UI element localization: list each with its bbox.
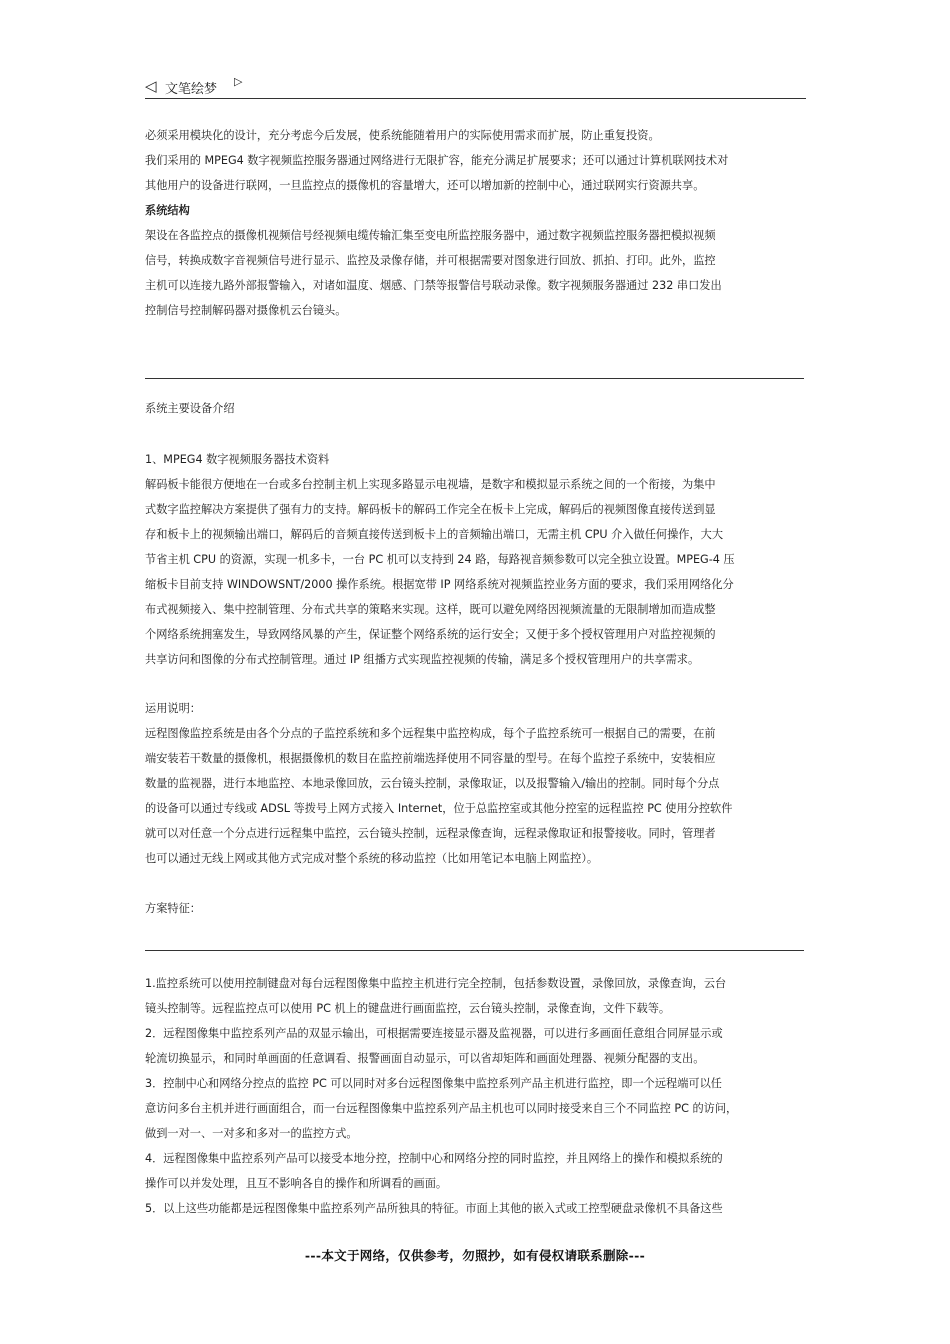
text-line: 解码板卡能很方便地在一台或多台控制主机上实现多路显示电视墙，是数字和模拟显示系统之间的一个衔接，为集中 — [145, 478, 716, 491]
text-line: 4．远程图像集中监控系列产品可以接受本地分控，控制中心和网络分控的同时监控，并且网络上的操作和模拟系统的 — [145, 1152, 723, 1165]
text-line: 就可以对任意一个分点进行远程集中监控，云台镜头控制，远程录像查询，远程录像取证和报警接收。同时，管理者 — [145, 827, 716, 840]
divider — [145, 950, 804, 951]
text-line: 架设在各监控点的摄像机视频信号经视频电缆传输汇集至变电所监控服务器中，通过数字视频监控服务器把模拟视频 — [145, 229, 716, 242]
text-line: 镜头控制等。远程监控点可以使用 PC 机上的键盘进行画面监控，云台镜头控制，录像查询，文件下载等。 — [145, 1002, 671, 1015]
triangle-left-icon: ◁ — [145, 77, 157, 95]
text-line: 意访问多台主机并进行画面组合，而一台远程图像集中监控系列产品主机也可以同时接受来自三个不同监控 PC 的访问， — [145, 1102, 738, 1115]
text-line: 布式视频接入、集中控制管理、分布式共享的策略来实现。这样，既可以避免网络因视频流量的无限制增加而造成整 — [145, 603, 716, 616]
text-line: 控制信号控制解码器对摄像机云台镜头。 — [145, 304, 347, 317]
text-line: 信号，转换成数字音视频信号进行显示、监控及录像存储，并可根据需要对图象进行回放、抓拍、打印。此外，监控 — [145, 254, 716, 267]
text-line: 共享访问和图像的分布式控制管理。通过 IP 组播方式实现监控视频的传输，满足多个授权管理用户的共享需求。 — [145, 653, 700, 666]
footer-notice: ---本文于网络，仅供参考，勿照抄，如有侵权请联系删除--- — [304, 1248, 646, 1263]
text-line: 3．控制中心和网络分控点的监控 PC 可以同时对多台远程图像集中监控系列产品主机进行监控，即一个远程端可以任 — [145, 1077, 722, 1090]
text-line: 操作可以并发处理，且互不影响各自的操作和所调看的画面。 — [145, 1177, 448, 1190]
text-line: 的设备可以通过专线或 ADSL 等拨号上网方式接入 Internet，位于总监控室或其他分控室的远程监控 PC 使用分控软件 — [145, 802, 733, 815]
page-header — [145, 74, 806, 99]
text-line: 节省主机 CPU 的资源，实现一机多卡，一台 PC 机可以支持到 24 路，每路视音频参数可以完全独立设置。MPEG-4 压 — [145, 553, 735, 566]
text-line: 2．远程图像集中监控系列产品的双显示输出，可根据需要连接显示器及监视器，可以进行多画面任意组合同屏显示或 — [145, 1027, 723, 1040]
divider — [145, 378, 804, 379]
section-heading: 系统主要设备介绍 — [145, 402, 235, 415]
text-line: 个网络系统拥塞发生，导致网络风暴的产生，保证整个网络系统的运行安全；又便于多个授权管理用户对监控视频的 — [145, 628, 716, 641]
section-heading: 系统结构 — [145, 204, 190, 217]
text-line: 式数字监控解决方案提供了强有力的支持。解码板卡的解码工作完全在板卡上完成，解码后的视频图像直接传送到显 — [145, 503, 716, 516]
brand-name: 文笔绘梦 — [165, 82, 218, 97]
text-line: 远程图像监控系统是由各个分点的子监控系统和多个远程集中监控构成，每个子监控系统可一根据自己的需要，在前 — [145, 727, 716, 740]
text-line: 做到一对一、一对多和多对一的监控方式。 — [145, 1127, 358, 1140]
text-line: 1.监控系统可以使用控制键盘对每台远程图像集中监控主机进行完全控制，包括参数设置，录像回放，录像查询，云台 — [145, 977, 727, 990]
text-line: 轮流切换显示，和同时单画面的任意调看、报警画面自动显示，可以省却矩阵和画面处理器、视频分配器的支出。 — [145, 1052, 705, 1065]
text-line: 数量的监视器，进行本地监控、本地录像回放，云台镜头控制，录像取证，以及报警输入/输出的控制。同时每个分点 — [145, 777, 720, 790]
text-line: 缩板卡目前支持 WINDOWSNT/2000 操作系统。根据宽带 IP 网络系统对视频监控业务方面的要求，我们采用网络化分 — [145, 578, 734, 591]
section-heading: 运用说明： — [145, 702, 201, 715]
text-line: 5．以上这些功能都是远程图像集中监控系列产品所独具的特征。市面上其他的嵌入式或工控型硬盘录像机不具备这些 — [145, 1202, 723, 1215]
text-line: 主机可以连接九路外部报警输入，对诸如温度、烟感、门禁等报警信号联动录像。数字视频服务器通过 232 串口发出 — [145, 279, 722, 292]
text-line: 也可以通过无线上网或其他方式完成对整个系统的移动监控（比如用笔记本电脑上网监控）。 — [145, 852, 599, 865]
text-line: 端安装若干数量的摄像机，根据摄像机的数目在监控前端选择使用不同容量的型号。在每个监控子系统中，安装相应 — [145, 752, 716, 765]
section-heading: 方案特征： — [145, 902, 201, 915]
text-line: 存和板卡上的视频输出端口，解码后的音频直接传送到板卡上的音频输出端口，无需主机 CPU 介入做任何操作，大大 — [145, 528, 724, 541]
text-line: 我们采用的 MPEG4 数字视频监控服务器通过网络进行无限扩容，能充分满足扩展要求；还可以通过计算机联网技术对 — [145, 154, 729, 167]
text-line: 必须采用模块化的设计，充分考虑今后发展，使系统能随着用户的实际使用需求而扩展，防止重复投资。 — [145, 129, 660, 142]
section-heading: 1、MPEG4 数字视频服务器技术资料 — [145, 453, 330, 466]
text-line: 其他用户的设备进行联网，一旦监控点的摄像机的容量增大，还可以增加新的控制中心，通过联网实行资源共享。 — [145, 179, 705, 192]
triangle-right-icon: ▷ — [234, 75, 243, 88]
